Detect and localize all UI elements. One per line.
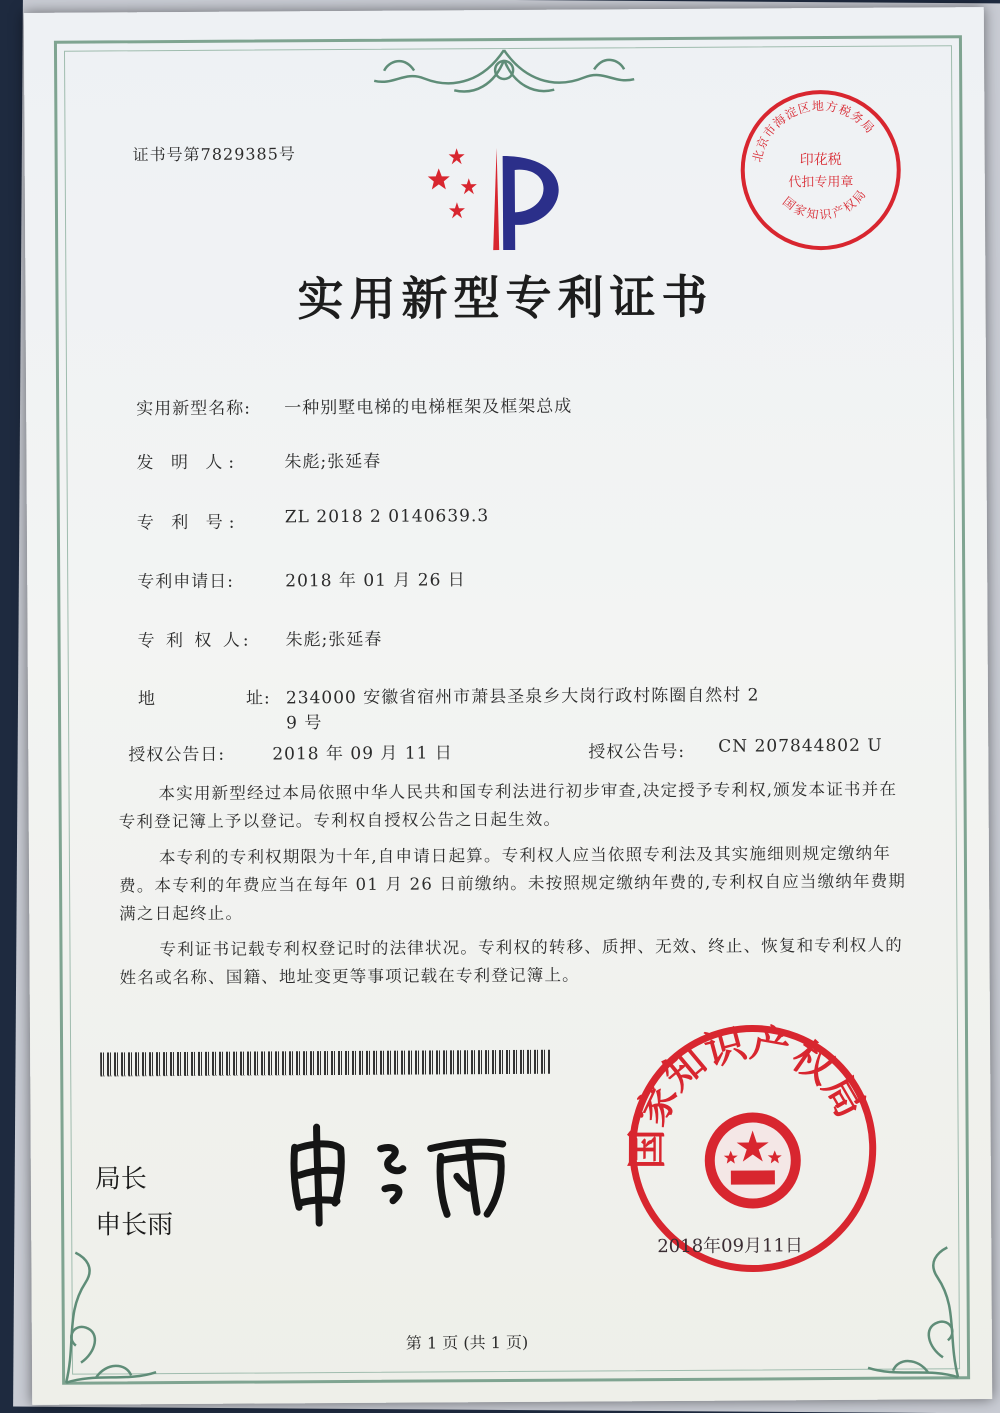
patentee-value: 朱彪;张延春 [285, 629, 383, 651]
svg-text:代扣专用章: 代扣专用章 [788, 174, 854, 191]
patent-number-value: ZL 2018 2 0140639.3 [284, 506, 490, 528]
address-label-left: 地 [137, 689, 157, 710]
page-number: 第 1 页 (共 1 页) [405, 1332, 529, 1353]
cnipa-logo-icon [417, 138, 578, 257]
svg-text:北京市海淀区地方税务局: 北京市海淀区地方税务局 [750, 98, 878, 164]
address-value-line1: 234000 安徽省宿州市萧县圣泉乡大岗行政村陈圈自然村 2 [285, 685, 760, 709]
name-label: 实用新型名称: [136, 398, 251, 420]
grant-number-label: 授权公告号: [588, 741, 686, 763]
address-value-line2: 9 号 [286, 713, 323, 734]
certificate-title: 实用新型专利证书 [297, 269, 714, 327]
svg-text:国家知识产权局: 国家知识产权局 [623, 1018, 875, 1170]
address-label-right: 址: [245, 688, 271, 709]
grant-number-value: CN 207844802 U [718, 735, 883, 757]
filing-date-value: 2018 年 01 月 26 日 [285, 570, 466, 592]
certificate-paper [24, 7, 992, 1405]
tax-stamp [736, 86, 905, 255]
body-paragraph: 专利证书记载专利权登记时的法律状况。专利权的转移、质押、无效、终止、恢复和专利权人的姓名或名称、国籍、地址变更等事项记载在专利登记簿上。 [119, 935, 903, 988]
grant-date-label: 授权公告日: [128, 744, 226, 766]
grant-date-value: 2018 年 09 月 11 日 [272, 743, 453, 765]
handwritten-signature [281, 1118, 552, 1230]
corner-ornament-icon [55, 1242, 176, 1393]
director-title: 局长 [94, 1164, 147, 1195]
body-paragraph: 本实用新型经过本局依照中华人民共和国专利法进行初步审查,决定授予专利权,颁发本证书并在专利登记簿上予以登记。专利权自授权公告之日起生效。 [118, 779, 898, 832]
svg-text:国家知识产权局: 国家知识产权局 [779, 186, 870, 223]
certificate-number: 证书号第7829385号 [132, 144, 296, 165]
svg-text:印花税: 印花税 [799, 151, 842, 169]
national-emblem-icon [704, 1112, 801, 1209]
filing-date-label: 专利申请日: [137, 571, 235, 593]
name-value: 一种别墅电梯的电梯框架及框架总成 [284, 396, 573, 419]
top-ornament-icon [354, 39, 654, 111]
barcode [100, 1050, 550, 1077]
director-name: 申长雨 [95, 1210, 174, 1241]
patent-number-label: 专 利 号: [136, 512, 241, 534]
seal-date: 2018年09月11日 [657, 1235, 803, 1258]
body-paragraph: 本专利的专利权期限为十年,自申请日起算。专利权人应当依照专利法及其实施细则规定缴纳年费。本专利的年费应当在每年 01 月 26 日前缴纳。未按照规定缴纳年费的,专利权自应当缴纳年费期满之日起终止。 [119, 843, 907, 924]
inventor-value: 朱彪;张延春 [284, 451, 382, 473]
patentee-label: 专 利 权 人: [137, 630, 252, 652]
inventor-label: 发 明 人: [136, 452, 241, 474]
